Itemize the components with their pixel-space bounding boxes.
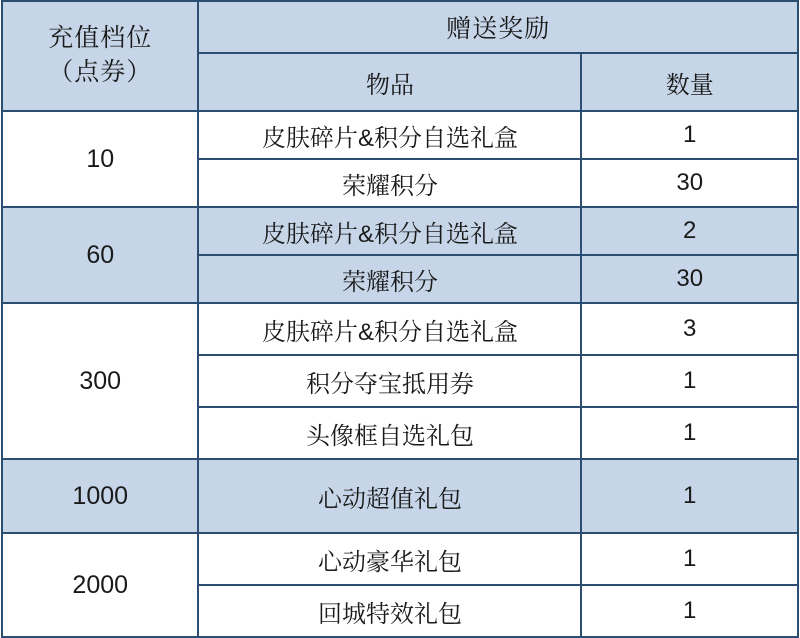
header-tier-line1: 充值档位 [48, 24, 153, 53]
table-row [2, 459, 798, 533]
table-row [2, 111, 798, 159]
header-tier-cell [2, 1, 198, 111]
quantity-cell: 1 [581, 407, 798, 459]
header-item-cell: 物品 [198, 53, 581, 111]
tier-cell: 10 [2, 111, 198, 207]
quantity-cell: 1 [581, 533, 798, 585]
item-cell: 皮肤碎片&积分自选礼盒 [198, 303, 581, 355]
quantity-cell: 30 [581, 159, 798, 207]
item-cell: 荣耀积分 [198, 255, 581, 303]
table-row [2, 303, 798, 355]
item-cell: 荣耀积分 [198, 159, 581, 207]
item-cell: 心动超值礼包 [198, 459, 581, 533]
quantity-cell: 1 [581, 111, 798, 159]
quantity-cell: 2 [581, 207, 798, 255]
item-cell: 回城特效礼包 [198, 585, 581, 637]
item-cell: 头像框自选礼包 [198, 407, 581, 459]
recharge-reward-table [1, 0, 799, 638]
tier-cell: 60 [2, 207, 198, 303]
quantity-cell: 30 [581, 255, 798, 303]
tier-cell: 300 [2, 303, 198, 459]
table-row [2, 207, 798, 255]
quantity-cell: 1 [581, 355, 798, 407]
header-reward-cell: 赠送奖励 [198, 1, 798, 53]
header-quantity-cell: 数量 [581, 53, 798, 111]
quantity-cell: 1 [581, 585, 798, 637]
header-tier-line2: （点券） [48, 58, 153, 86]
item-cell: 心动豪华礼包 [198, 533, 581, 585]
tier-cell: 1000 [2, 459, 198, 533]
item-cell: 皮肤碎片&积分自选礼盒 [198, 111, 581, 159]
item-cell: 积分夺宝抵用券 [198, 355, 581, 407]
tier-cell: 2000 [2, 533, 198, 637]
quantity-cell: 3 [581, 303, 798, 355]
item-cell: 皮肤碎片&积分自选礼盒 [198, 207, 581, 255]
quantity-cell: 1 [581, 459, 798, 533]
table-header-row [2, 1, 798, 53]
table-row [2, 533, 798, 585]
